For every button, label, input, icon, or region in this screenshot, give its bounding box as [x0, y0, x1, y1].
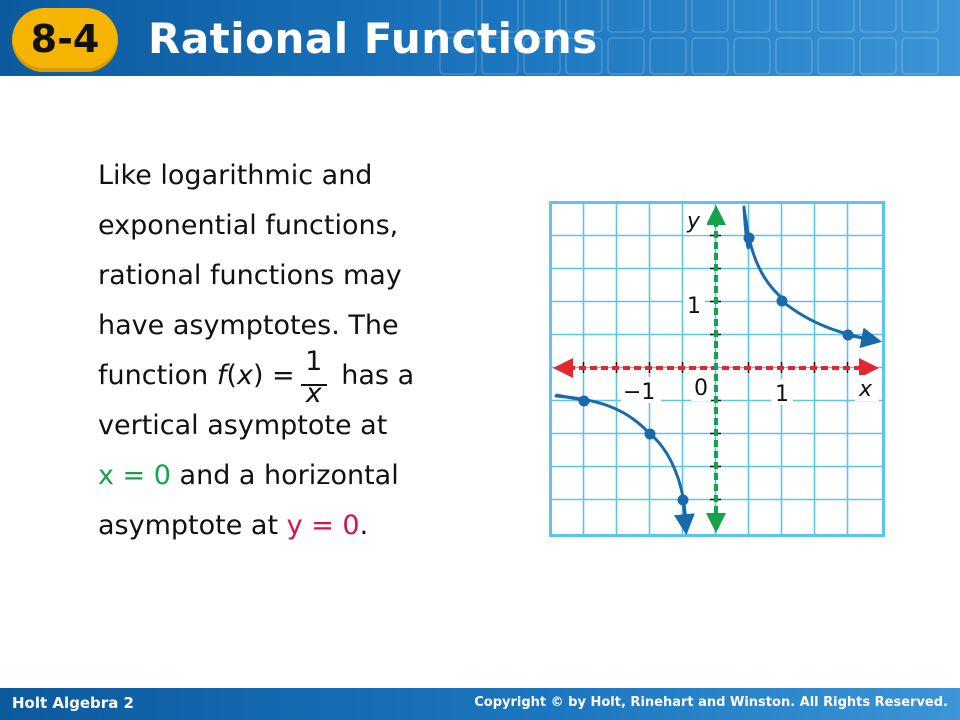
point-neg-two-neg-half: [579, 396, 590, 407]
text-line-7: [98, 453, 518, 503]
tick-label-x-1: 1: [775, 382, 789, 407]
function-name-f: f: [216, 360, 227, 391]
paren-open: (: [226, 360, 237, 391]
tick-label-y-1: 1: [687, 294, 701, 319]
x-axis-label: x: [859, 377, 873, 402]
fraction-denominator: x: [305, 378, 322, 409]
text-line-3: rational functions may: [98, 260, 402, 291]
text-line-6: vertical asymptote at: [98, 410, 388, 441]
point-neg-one-neg-one: [645, 429, 656, 440]
and-horizontal-text: and a horizontal: [170, 460, 399, 491]
has-a-text: has a: [332, 360, 415, 391]
point-half-two: [744, 233, 755, 244]
explanation-text: [98, 153, 518, 553]
text-line-4: have asymptotes. The: [98, 310, 399, 341]
fraction-numerator: 1: [305, 346, 323, 377]
text-line-1: Like logarithmic and: [98, 160, 373, 191]
point-one-one: [777, 296, 788, 307]
y-axis-label: y: [687, 209, 701, 234]
origin-label: 0: [694, 376, 708, 401]
function-word: function: [98, 360, 217, 391]
asymptote-at-text: asymptote at: [98, 510, 287, 541]
function-arg-x: x: [236, 360, 253, 391]
point-two-half: [843, 330, 854, 341]
text-line-2: exponential functions,: [98, 210, 399, 241]
text-line-5: [98, 346, 518, 409]
tick-label-x-neg-1: −1: [623, 380, 656, 405]
footer-bar: [0, 688, 960, 720]
header-bar: [0, 0, 960, 76]
point-neg-half-neg-two: [678, 495, 689, 506]
fraction-one-over-x: [299, 346, 329, 409]
text-line-8: [98, 503, 518, 553]
paren-close-equals: ) =: [252, 360, 295, 391]
horizontal-asymptote-equation: y = 0: [286, 510, 360, 541]
period-text: .: [359, 510, 369, 541]
copyright-notice: Copyright © by Holt, Rinehart and Winston. All Rights Reserved.: [474, 695, 948, 710]
lesson-number: 8-4: [30, 17, 100, 61]
textbook-name: Holt Algebra 2: [12, 694, 134, 712]
lesson-badge: [12, 8, 118, 72]
reciprocal-function-graph: [549, 201, 885, 537]
slide-title: Rational Functions: [148, 14, 598, 63]
vertical-asymptote-equation: x = 0: [98, 460, 171, 491]
